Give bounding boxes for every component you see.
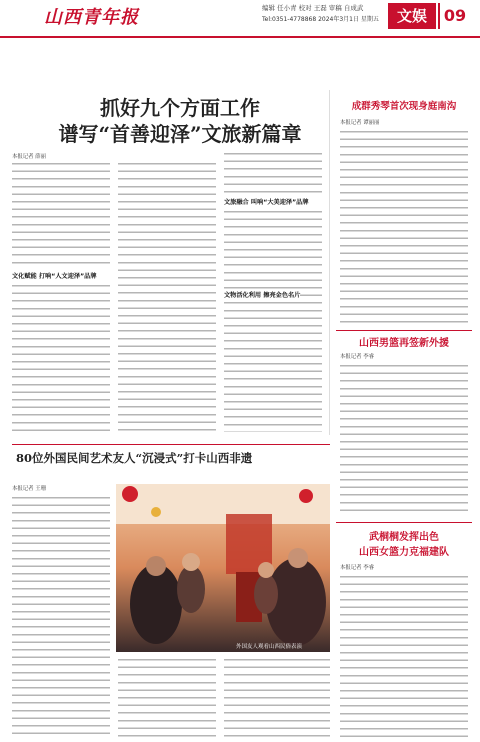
festival-photo-art — [116, 484, 330, 652]
divider — [336, 330, 472, 331]
article1-headline-2: 谱写“首善迎泽”文旅新篇章 — [58, 122, 302, 146]
article4-text — [340, 573, 468, 737]
divider — [336, 522, 472, 523]
contact-date: Tel:0351-4778868 2024年3月1日 星期五 — [262, 16, 379, 23]
article4-headline-1: 武桐桐发挥出色 — [369, 532, 439, 543]
article1-col2-text — [118, 160, 216, 432]
article1-col3-text-a — [224, 150, 322, 194]
article5-byline: 本报记者 王珊 — [12, 486, 47, 492]
article5-col3-text — [224, 656, 330, 737]
section-badge: 文娱 — [388, 3, 436, 29]
editor-credits: 编辑 任小青 校对 王磊 审稿 自成武 — [262, 4, 364, 12]
newspaper-logo: 山西青年报 — [44, 7, 139, 28]
article5-col2-text — [118, 656, 216, 737]
article1-subhead-1: 文化赋能 打响“人文迎泽”品牌 — [12, 273, 97, 280]
article1-col1-text-b — [12, 282, 110, 432]
page-number: 09 — [438, 3, 470, 29]
article1-headline-1: 抓好九个方面工作 — [100, 96, 260, 120]
article2-headline: 成群秀琴首次现身庭南沟 — [351, 101, 457, 112]
article1-col1-text-a — [12, 160, 110, 268]
article3-text — [340, 362, 468, 517]
article3-headline: 山西男篮再签新外援 — [359, 338, 449, 349]
festival-photo — [116, 484, 330, 652]
article3-byline: 本报记者 李睿 — [340, 354, 375, 360]
article1-subhead-2: 文旅融合 叫响“大美迎泽”品牌 — [224, 199, 309, 206]
article2-text — [340, 128, 468, 328]
photo-caption: 外国友人观看山西民俗表演 — [236, 644, 303, 650]
article4-headline-2: 山西女篮力克福建队 — [359, 547, 449, 558]
article5-col1-text — [12, 494, 110, 737]
article1-subhead-3: 文物活化利用 擦亮金色名片 — [224, 292, 301, 299]
article4-byline: 本报记者 李睿 — [340, 565, 375, 571]
column-divider — [329, 90, 330, 435]
article1-col3-text-b — [224, 208, 322, 432]
divider — [12, 444, 330, 445]
article5-headline: 80位外国民间艺术友人“沉浸式”打卡山西非遗 — [16, 451, 253, 465]
masthead — [0, 0, 480, 38]
article2-byline: 本报记者 谭丽丽 — [340, 120, 380, 126]
article1-byline: 本报记者 薛丽 — [12, 154, 47, 160]
